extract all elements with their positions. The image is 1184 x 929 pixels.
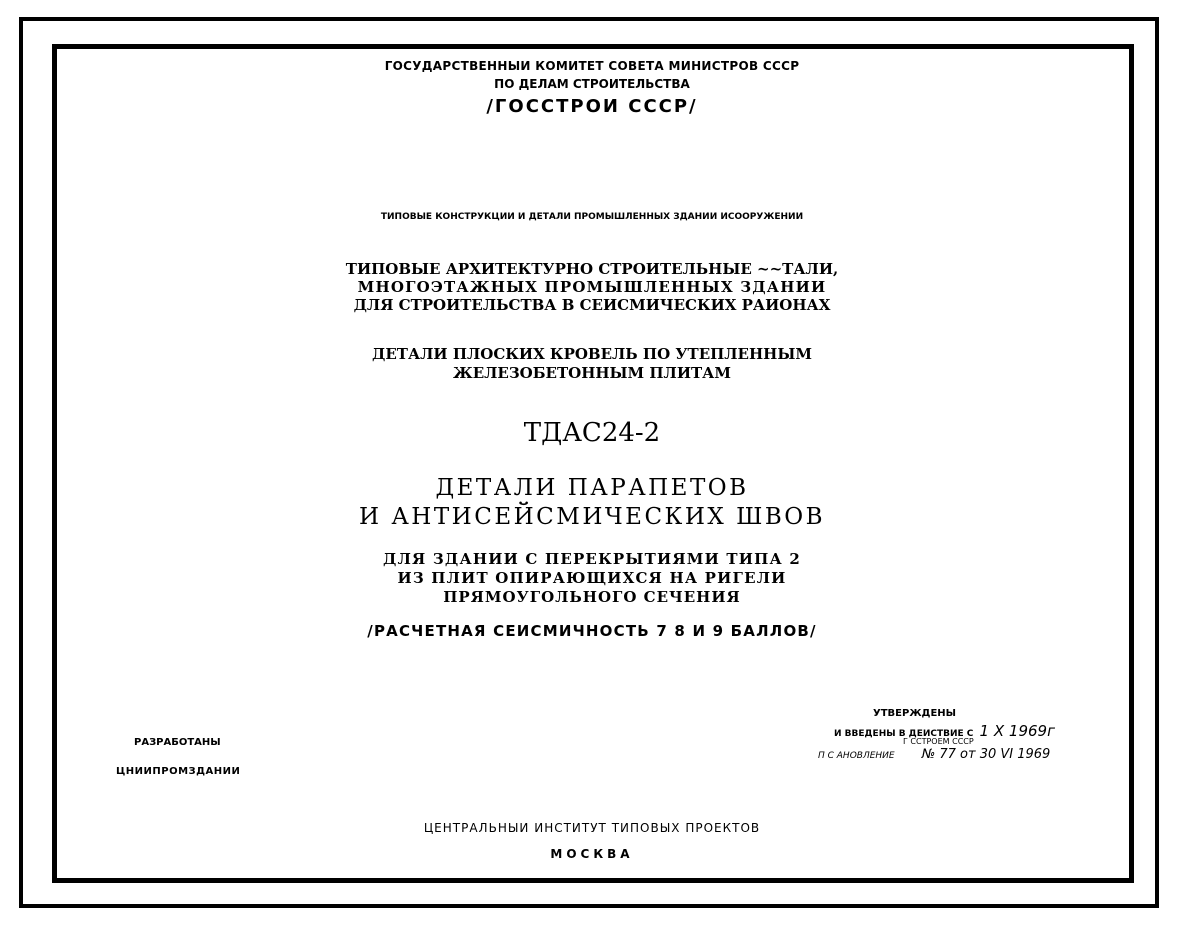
subject-line1: ДЕТАЛИ ПЛОСКИХ КРОВЕЛЬ ПО УТЕПЛЕННЫМ [372,345,812,363]
document-code: ТДАС24-2 [523,418,661,448]
footer-institute: ЦЕНТРАЛЬНЫИ ИНСТИТУТ ТИПОВЫХ ПРОЕКТОВ [423,821,761,835]
approval-resolution [818,745,1050,761]
approval-date-handwritten: 1 Х 1969г [979,722,1055,740]
title-line2: И АНТИСЕЙСМИЧЕСКИХ ШВОВ [358,504,825,530]
title-line1: ДЕТАЛИ ПАРАПЕТОВ [435,475,749,501]
approval-enacted-label: И ВВЕДЕНЫ В ДЕИСТВИЕ С [834,729,974,739]
subject-line2: ЖЕЛЕЗОБЕТОННЫМ ПЛИТАМ [453,364,731,382]
header-committee: ГОСУДАРСТВЕННЫИ КОМИТЕТ СОВЕТА МИНИСТРОВ СССР [384,59,800,73]
developer-label: РАЗРАБОТАНЫ [134,737,221,748]
footer-city: МОСКВА [550,847,634,861]
header-gosstroi: /ГОССТРОИ СССР/ [486,96,698,117]
scope-line2: ИЗ ПЛИТ ОПИРАЮЩИХСЯ НА РИГЕЛИ [397,569,787,587]
collection-line3: ДЛЯ СТРОИТЕЛЬСТВА В СЕИСМИЧЕСКИХ РАИОНАХ [353,296,831,314]
developer-org: ЦНИИПРОМЗДАНИИ [116,766,241,777]
approval-authority: Г ССТРОЕМ СССР [903,737,974,746]
approval-title: УТВЕРЖДЕНЫ [873,708,957,719]
scope-line3: ПРЯМОУГОЛЬНОГО СЕЧЕНИЯ [443,588,741,606]
approval-resolution-number: № 77 от 30 VI 1969 [921,747,1051,762]
seismic-rating: /РАСЧЕТНАЯ СЕИСМИЧНОСТЬ 7 8 И 9 БАЛЛОВ/ [367,622,817,640]
collection-line2: МНОГОЭТАЖНЫХ ПРОМЫШЛЕННЫХ ЗДАНИИ [357,278,827,296]
series-line: ТИПОВЫЕ КОНСТРУКЦИИ И ДЕТАЛИ ПРОМЫШЛЕННЫХ ЗДАНИИ ИСООРУЖЕНИИ [380,212,804,222]
scope-line1: ДЛЯ ЗДАНИИ С ПЕРЕКРЫТИЯМИ ТИПА 2 [383,550,801,568]
approval-resolution-label: П С АНОВЛЕНИЕ [818,751,895,761]
collection-line1: ТИПОВЫЕ АРХИТЕКТУРНО СТРОИТЕЛЬНЫЕ ~~ТАЛИ, [345,260,839,278]
header-department: ПО ДЕЛАМ СТРОИТЕЛЬСТВА [494,77,690,91]
